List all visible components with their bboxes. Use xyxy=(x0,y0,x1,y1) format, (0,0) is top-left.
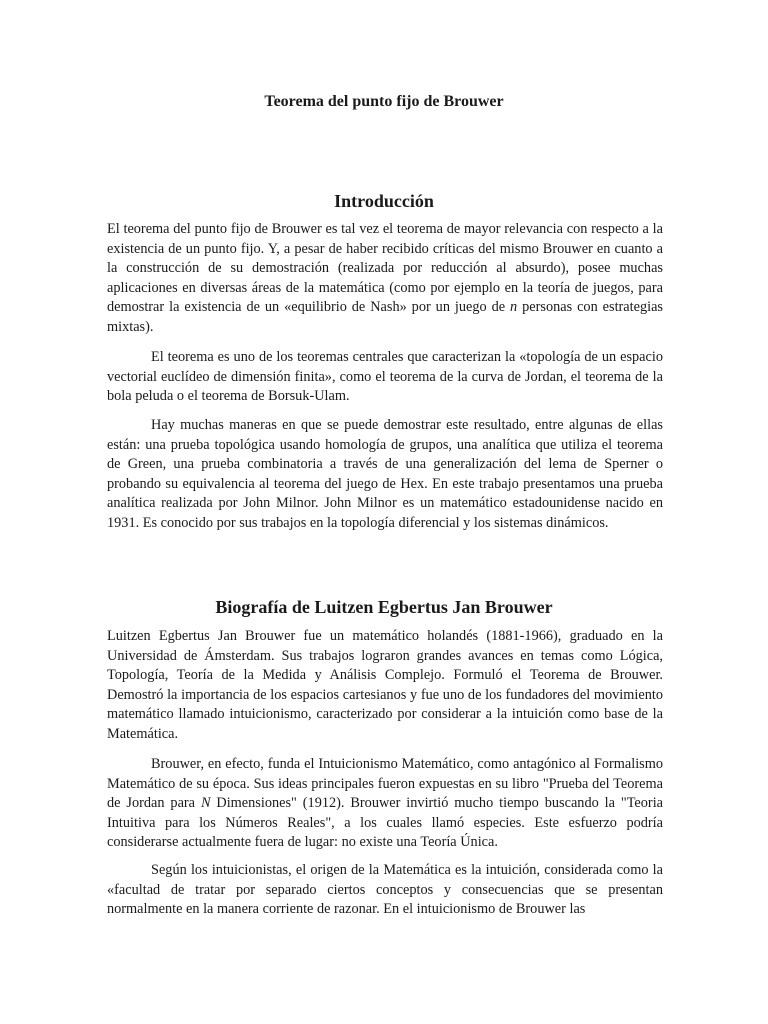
section-heading-introduccion: Introducción xyxy=(334,191,434,211)
paragraph-intro-3: Hay muchas maneras en que se puede demostrar este resultado, entre algunas de ellas están: una prueba topológica usando homología de grupos, una analítica que utiliza el teorema de Green, una prueba combinatoria a través de una generalización del lema de Sperner o probando su equivalencia al teorema del juego de Hex. En este trabajo presentamos una prueba analítica realizada por John Milnor. John Milnor es un matemático estadounidense nacido en 1931. Es conocido por sus trabajos en la topología diferencial y los sistemas dinámicos. xyxy=(107,417,663,531)
paragraph-text: Dimensiones" (1912). Brouwer invirtió mucho tiempo buscando la "Teoria Intuitiva para los Números Reales", a los cuales llamó especies. Este esfuerzo podría considerarse actualmente fuera de lugar: no existe una Teoría Única. xyxy=(107,795,664,851)
section-heading-biografia: Biografía de Luitzen Egbertus Jan Brouwer xyxy=(215,597,553,617)
paragraph-intro-2: El teorema es uno de los teoremas centrales que caracterizan la «topología de un espacio vectorial euclídeo de dimensión finita», como el teorema de la curva de Jordan, el teorema de la bola peluda o el teorema de Borsuk-Ulam. xyxy=(107,349,663,405)
paragraph-bio-2 xyxy=(107,755,663,853)
paragraph-intro-1 xyxy=(107,220,663,338)
paragraph-text: personas con estrategias mixtas). xyxy=(107,299,663,335)
paragraph-bio-1: Luitzen Egbertus Jan Brouwer fue un matemático holandés (1881-1966), graduado en la Universidad de Ámsterdam. Sus trabajos lograron grandes avances en temas como Lógica, Topología, Teoría de la Medida y Análisis Complejo. Formuló el Teorema de Brouwer. Demostró la importancia de los espacios cartesianos y fue uno de los fundadores del movimiento matemático llamado intuicionismo, caracterizado por considerar a la intuición como base de la Matemática. xyxy=(107,628,663,742)
document-title: Teorema del punto fijo de Brouwer xyxy=(264,93,504,110)
math-variable-N: N xyxy=(200,795,211,812)
paragraph-text: El teorema del punto fijo de Brouwer es tal vez el teorema de mayor relevancia con respecto a la existencia de un punto fijo. Y, a pesar de haber recibido críticas del mismo Brouwer en cuanto a la construcción de su demostración (realizada por reducción al absurdo), posee muchas aplicaciones en diversas áreas de la matemática (como por ejemplo en la teoría de juegos, para demostrar la existencia de un «equilibrio de Nash» por un juego de xyxy=(107,221,663,316)
math-variable-n: n xyxy=(510,299,518,316)
paragraph-bio-3: Según los intuicionistas, el origen de la Matemática es la intuición, considerada como la «facultad de tratar por separado ciertos conceptos y consecuencias que se presentan normalmente en la manera corriente de razonar. En el intuicionismo de Brouwer las xyxy=(107,862,663,918)
paragraph-text: Brouwer, en efecto, funda el Intuicionismo Matemático, como antagónico al Formalismo Matemático de su época. Sus ideas principales fueron expuestas en su libro "Prueba del Teorema de Jordan para xyxy=(107,756,663,812)
